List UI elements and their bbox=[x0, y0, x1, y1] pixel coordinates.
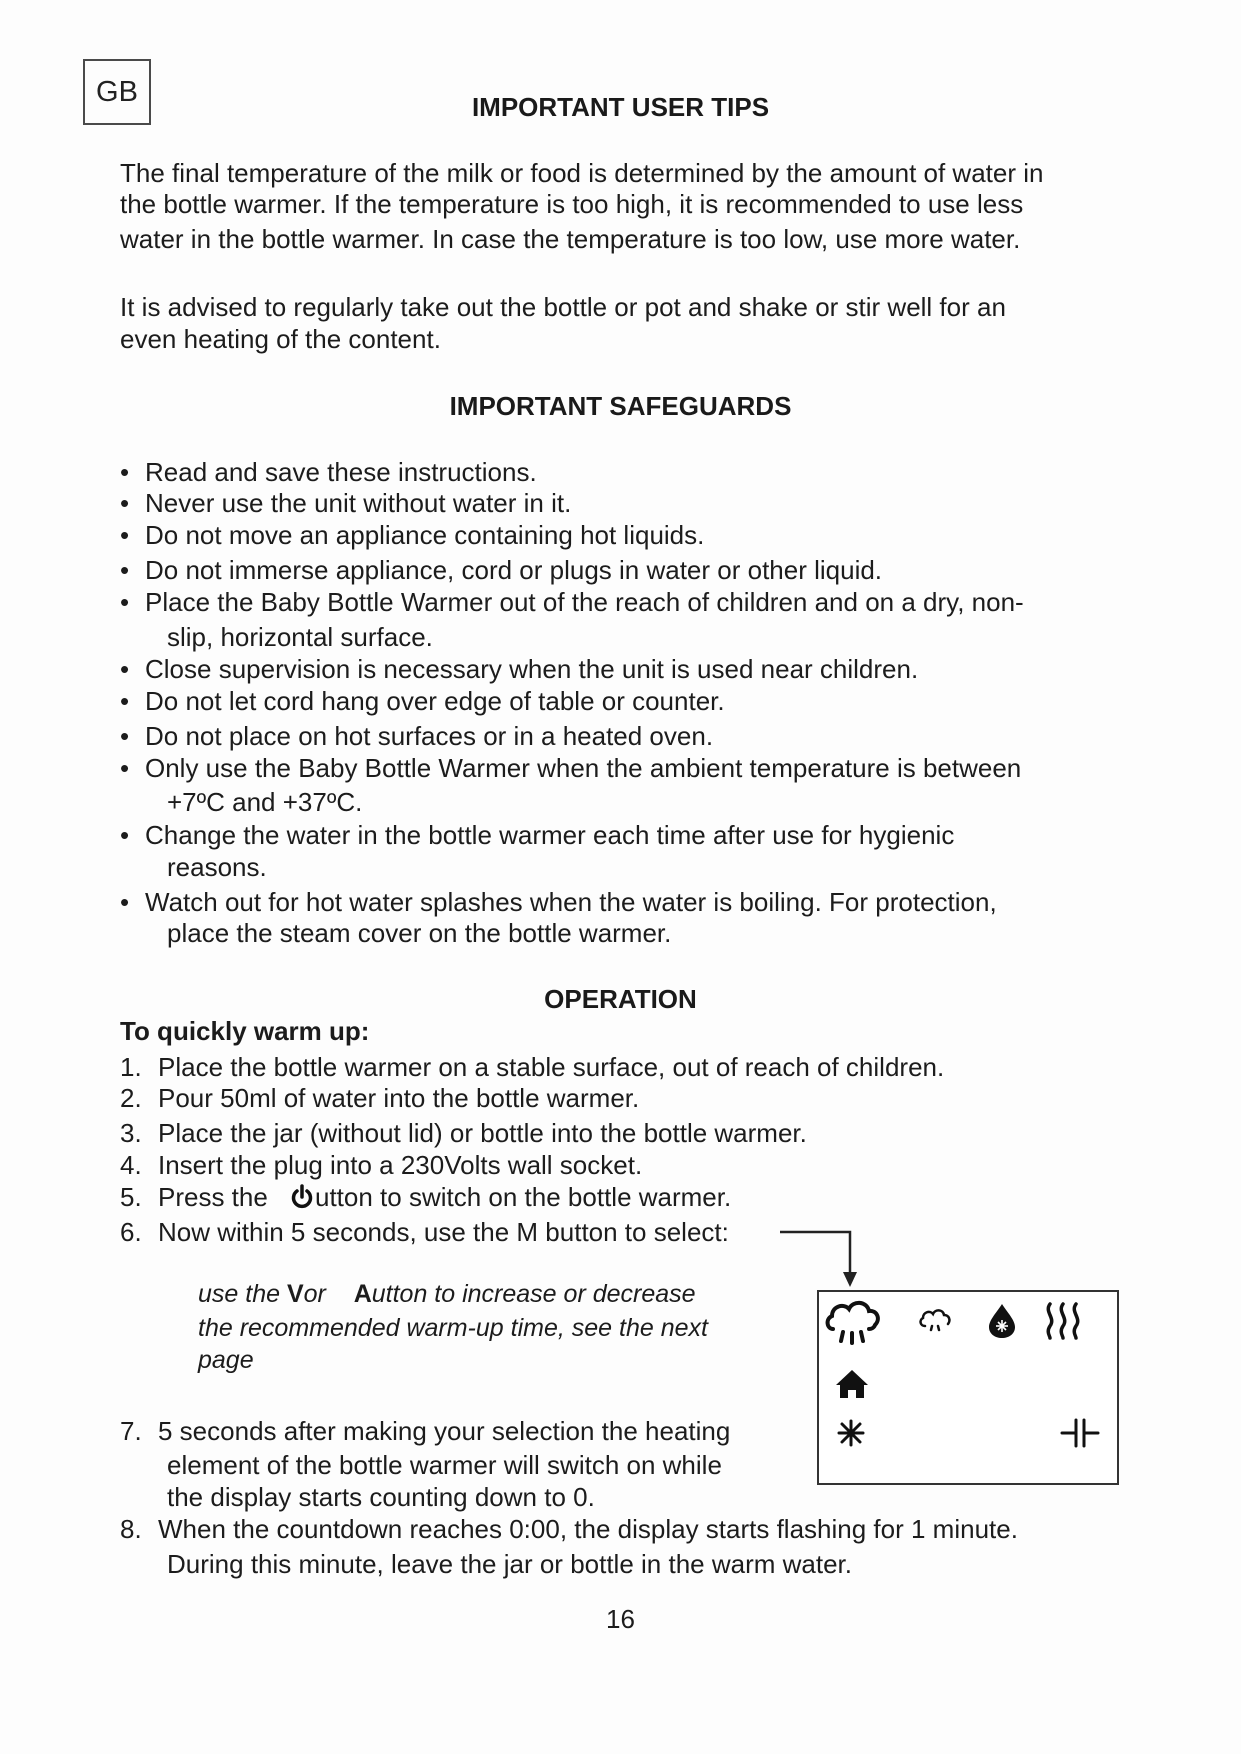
step-text: Place the bottle warmer on a stable surface, out of reach of children. bbox=[158, 1052, 945, 1082]
step-number: 5. bbox=[120, 1182, 142, 1212]
safeguard-item: Only use the Baby Bottle Warmer when the ambient temperature is between bbox=[145, 753, 1022, 783]
step5-tail: utton to switch on the bottle warmer. bbox=[315, 1182, 732, 1212]
bullet-marker: • bbox=[120, 488, 130, 518]
safeguard-item-continued: slip, horizontal surface. bbox=[167, 622, 433, 652]
language-badge: GB bbox=[83, 59, 151, 125]
step-text: Pour 50ml of water into the bottle warmer. bbox=[158, 1083, 640, 1113]
safeguard-item: Place the Baby Bottle Warmer out of the reach of children and on a dry, non- bbox=[145, 587, 1024, 617]
step-number: 3. bbox=[120, 1118, 142, 1148]
safeguards-heading: IMPORTANT SAFEGUARDS bbox=[449, 391, 792, 421]
step-text: Place the jar (without lid) or bottle into the bottle warmer. bbox=[158, 1118, 807, 1148]
heavy-cloud-icon bbox=[828, 1303, 878, 1343]
home-icon bbox=[836, 1370, 868, 1398]
bullet-marker: • bbox=[120, 686, 130, 716]
safeguard-item: Read and save these instructions. bbox=[145, 457, 537, 487]
tips-para1-line: The final temperature of the milk or food is determined by the amount of water in bbox=[120, 158, 1044, 188]
safeguard-item: Do not immerse appliance, cord or plugs in water or other liquid. bbox=[145, 555, 883, 585]
safeguard-item: Change the water in the bottle warmer each time after use for hygienic bbox=[145, 820, 955, 850]
step-text-continued: the display starts counting down to 0. bbox=[167, 1482, 595, 1512]
tips-para1-line: water in the bottle warmer. In case the temperature is too low, use more water. bbox=[120, 224, 1021, 254]
step-number: 6. bbox=[120, 1217, 142, 1247]
step-number: 1. bbox=[120, 1052, 142, 1082]
snowflake-icon bbox=[839, 1421, 863, 1445]
plug-icon bbox=[1062, 1420, 1098, 1446]
tips-para1-line: the bottle warmer. If the temperature is too high, it is recommended to use less bbox=[120, 189, 1024, 219]
safeguard-item-continued: +7ºC and +37ºC. bbox=[167, 787, 363, 817]
tips-heading: IMPORTANT USER TIPS bbox=[471, 92, 770, 122]
safeguard-item-continued: place the steam cover on the bottle warmer. bbox=[167, 918, 672, 948]
safeguard-item: Never use the unit without water in it. bbox=[145, 488, 572, 518]
operation-subtitle: To quickly warm up: bbox=[120, 1016, 370, 1046]
safeguard-item: Watch out for hot water splashes when the water is boiling. For protection, bbox=[145, 887, 997, 917]
steam-icon bbox=[1048, 1304, 1078, 1338]
step-text: 5 seconds after making your selection the heating bbox=[158, 1416, 731, 1446]
bullet-marker: • bbox=[120, 520, 130, 550]
bullet-marker: • bbox=[120, 457, 130, 487]
safeguard-item: Do not place on hot surfaces or in a heated oven. bbox=[145, 721, 714, 751]
step-text-continued: element of the bottle warmer will switch on while bbox=[167, 1450, 722, 1480]
step-number: 7. bbox=[120, 1416, 142, 1446]
safeguard-item: Do not let cord hang over edge of table or counter. bbox=[145, 686, 725, 716]
down-button-glyph: V bbox=[286, 1280, 304, 1308]
bullet-marker: • bbox=[120, 555, 130, 585]
page-number: 16 bbox=[606, 1604, 635, 1634]
tips-para2-line: even heating of the content. bbox=[120, 324, 441, 354]
step-text: Insert the plug into a 230Volts wall socket. bbox=[158, 1150, 643, 1180]
safeguard-item: Close supervision is necessary when the unit is used near children. bbox=[145, 654, 919, 684]
step-text: When the countdown reaches 0:00, the display starts flashing for 1 minute. bbox=[158, 1514, 1018, 1544]
step-text: Now within 5 seconds, use the M button to select: bbox=[158, 1217, 729, 1247]
drop-icon bbox=[989, 1304, 1015, 1338]
up-button-glyph: A bbox=[353, 1280, 372, 1308]
bullet-marker: • bbox=[120, 587, 130, 617]
step-text: Press the bbox=[158, 1182, 268, 1212]
bullet-marker: • bbox=[120, 654, 130, 684]
step-text-continued: During this minute, leave the jar or bottle in the warm water. bbox=[167, 1549, 852, 1579]
note-line: page bbox=[198, 1346, 254, 1374]
note-line: use the Vor Autton to increase or decrease bbox=[198, 1280, 696, 1308]
step-number: 8. bbox=[120, 1514, 142, 1544]
safeguard-item-continued: reasons. bbox=[167, 852, 267, 882]
tips-para2-line: It is advised to regularly take out the bottle or pot and shake or stir well for an bbox=[120, 292, 1006, 322]
bullet-marker: • bbox=[120, 753, 130, 783]
step-number: 2. bbox=[120, 1083, 142, 1113]
safeguard-item: Do not move an appliance containing hot liquids. bbox=[145, 520, 705, 550]
bullet-marker: • bbox=[120, 887, 130, 917]
bullet-marker: • bbox=[120, 820, 130, 850]
light-cloud-icon bbox=[921, 1310, 950, 1330]
note-line: the recommended warm-up time, see the next bbox=[198, 1314, 708, 1342]
step-number: 4. bbox=[120, 1150, 142, 1180]
bullet-marker: • bbox=[120, 721, 130, 751]
operation-heading: OPERATION bbox=[544, 984, 697, 1014]
lcd-display-illustration bbox=[817, 1290, 1119, 1485]
